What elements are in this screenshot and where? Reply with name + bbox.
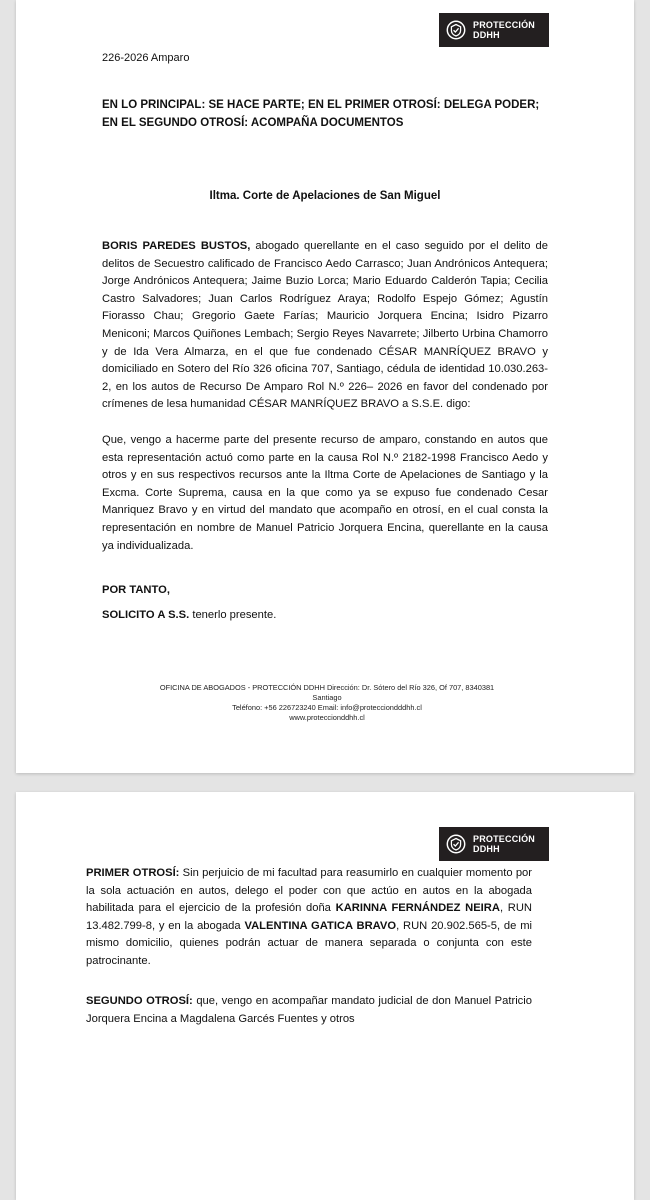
case-number: 226-2026 Amparo	[102, 52, 190, 64]
shield-logo-icon	[445, 833, 467, 855]
closing-request	[102, 609, 276, 621]
attorney-name: BORIS PAREDES BUSTOS,	[102, 240, 251, 252]
segundo-otrosi-label: SEGUNDO OTROSÍ:	[86, 995, 193, 1007]
primer-otrosi-label: PRIMER OTROSÍ:	[86, 867, 180, 879]
logo-line-1: PROTECCIÓN	[473, 834, 536, 844]
delegate-name-1: KARINNA FERNÁNDEZ NEIRA	[335, 902, 500, 915]
primer-otrosi-text-b: , RUN 13.482.799-8, y en la abogada	[86, 902, 532, 932]
logo-line-1: PROTECCIÓN	[473, 20, 536, 30]
second-paragraph: Que, vengo a hacerme parte del presente recurso de amparo, constando en autos que esta representación actuó como parte en la causa Rol N.º 2182-1998 Francisco Aedo y otros y en sus respectivos recursos ante la Iltma Corte de Apelaciones de Santiago y la Excma. Corte Suprema, causa en la que como ya se expuso fue condenado Cesar Manriquez Bravo y en virtud del mandato que acompaño en otrosí, en el cual consta la representación en nombre de Manuel Patricio Jorquera Encina, querellante en la causa ya individualizada.	[102, 434, 548, 552]
proteccion-ddhh-logo	[439, 827, 549, 861]
closing-por-tanto: POR TANTO,	[102, 584, 170, 596]
footer-address: OFICINA DE ABOGADOS - PROTECCIÓN DDHH Dirección: Dr. Sótero del Río 326, Of 707, 8340381	[159, 683, 495, 692]
logo-line-2: DDHH	[473, 30, 500, 40]
primer-otrosi-text-a: Sin perjuicio de mi facultad para reasumirlo en cualquier momento por la sola actuación en autos, delego el poder con que actúo en autos en la abogada habilitada para el ejercicio de la profesión doña	[86, 867, 533, 915]
shield-logo-icon	[445, 19, 467, 41]
delegate-name-2: VALENTINA GATICA BRAVO	[244, 919, 397, 932]
main-paragraph-text: abogado querellante en el caso seguido por el delito de delitos de Secuestro calificado de Francisco Aedo Carrasco; Juan Andrónicos Antequera; Jorge Andrónicos Antequera; Jaime Buzio Lorca; Mario Eduardo Calderón Tapia; Cecilia Castro Salvadores; Juan Carlos Rodríguez Araya; Rodolfo Espejo Gómez; Agustín Fiorasso Chau; Gregorio Gaete Farías; Mauricio Jorquera Encina; Isidro Pizarro Meniconi; Marcos Quiñones Lembach; Sergio Reyes Navarrete; Jilberto Urbina Chamorro y de Ida Vera Almarza, en el que fue condenado CÉSAR MANRÍQUEZ BRAVO y domiciliado en Sotero del Río 326 oficina 707, Santiago, cédula de identidad 10.030.263-2, en los autos de Recurso De Amparo Rol N.º 226– 2026 en favor del condenado por crímenes de lesa humanidad CÉSAR MANRÍQUEZ BRAVO a S.S.E. digo:	[102, 240, 548, 411]
closing-request-text: tenerlo presente.	[189, 609, 277, 621]
primer-otrosi-text-c: , RUN 20.902.565-5, de mi mismo domicilio, quienes podrán actuar de manera separada o conjunta con este patrocinante.	[86, 919, 533, 967]
proteccion-ddhh-logo	[439, 13, 549, 47]
court-addressee: Iltma. Corte de Apelaciones de San Miguel	[209, 190, 441, 202]
footer-website: www.proteccionddhh.cl	[289, 713, 365, 722]
segundo-otrosi-text: que, vengo en acompañar mandato judicial de don Manuel Patricio Jorquera Encina a Magdalena Garcés Fuentes y otros	[86, 995, 532, 1025]
primer-otrosi-paragraph	[86, 865, 532, 971]
main-paragraph	[102, 238, 548, 414]
footer-city: Santiago	[312, 693, 342, 702]
page-footer	[112, 683, 542, 723]
footer-contact: Teléfono: +56 226723240 Email: info@protecciondddhh.cl	[232, 703, 422, 712]
segundo-otrosi-paragraph	[86, 993, 532, 1028]
logo-line-2: DDHH	[473, 844, 500, 854]
document-page-1	[16, 0, 634, 773]
closing-request-bold: SOLICITO A S.S.	[102, 609, 190, 621]
document-caption: EN LO PRINCIPAL: SE HACE PARTE; EN EL PRIMER OTROSÍ: DELEGA PODER; EN EL SEGUNDO OTROSÍ: ACOMPAÑA DOCUMENTOS	[102, 99, 540, 129]
